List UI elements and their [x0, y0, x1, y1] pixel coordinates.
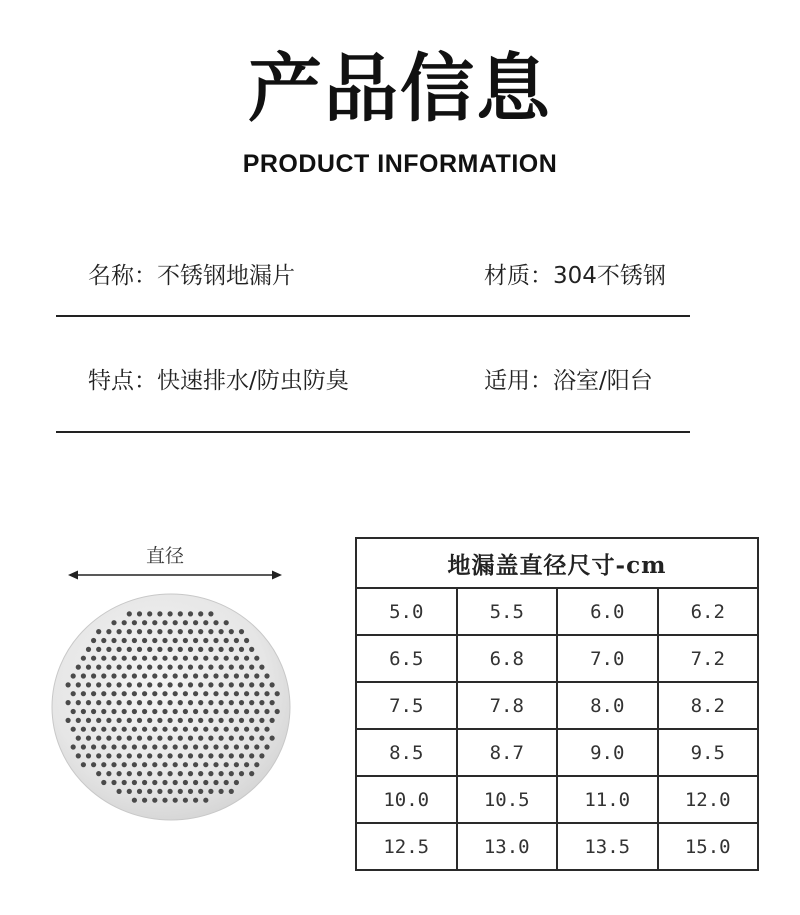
- size-cell: 11.0: [557, 776, 658, 823]
- divider: [56, 315, 690, 317]
- size-cell: 8.7: [457, 729, 558, 776]
- divider: [56, 431, 690, 433]
- table-row: [356, 682, 758, 729]
- table-row: [356, 635, 758, 682]
- size-cell: 7.0: [557, 635, 658, 682]
- table-row: [356, 776, 758, 823]
- info-row-2: [56, 362, 690, 402]
- size-cell: 13.5: [557, 823, 658, 870]
- size-cell: 12.5: [356, 823, 457, 870]
- size-cell: 10.5: [457, 776, 558, 823]
- size-cell: 6.2: [658, 588, 759, 635]
- size-cell: 8.5: [356, 729, 457, 776]
- size-cell: 6.8: [457, 635, 558, 682]
- size-cell: 9.0: [557, 729, 658, 776]
- size-table-header: 地漏盖直径尺寸-cm: [356, 538, 758, 588]
- size-cell: 5.0: [356, 588, 457, 635]
- drain-cover-image: [51, 593, 291, 821]
- diameter-arrow-icon: [68, 567, 282, 583]
- table-row: [356, 823, 758, 870]
- product-material: 材质：304不锈钢: [484, 263, 666, 289]
- table-row: [356, 588, 758, 635]
- size-cell: 7.5: [356, 682, 457, 729]
- product-feature: 特点：快速排水/防虫防臭: [88, 368, 349, 394]
- size-cell: 13.0: [457, 823, 558, 870]
- size-cell: 7.2: [658, 635, 759, 682]
- size-cell: 8.0: [557, 682, 658, 729]
- size-cell: 10.0: [356, 776, 457, 823]
- page-subtitle: PRODUCT INFORMATION: [242, 150, 558, 178]
- product-name: 名称：不锈钢地漏片: [88, 263, 295, 289]
- size-table: [355, 537, 759, 871]
- page-title: 产品信息: [248, 46, 552, 132]
- diameter-label: 直径: [146, 545, 185, 567]
- size-cell: 9.5: [658, 729, 759, 776]
- size-cell: 6.0: [557, 588, 658, 635]
- size-cell: 5.5: [457, 588, 558, 635]
- info-row-1: [56, 257, 690, 297]
- table-row: [356, 729, 758, 776]
- product-usage: 适用：浴室/阳台: [484, 368, 653, 394]
- size-cell: 12.0: [658, 776, 759, 823]
- size-cell: 7.8: [457, 682, 558, 729]
- size-cell: 15.0: [658, 823, 759, 870]
- size-cell: 8.2: [658, 682, 759, 729]
- size-cell: 6.5: [356, 635, 457, 682]
